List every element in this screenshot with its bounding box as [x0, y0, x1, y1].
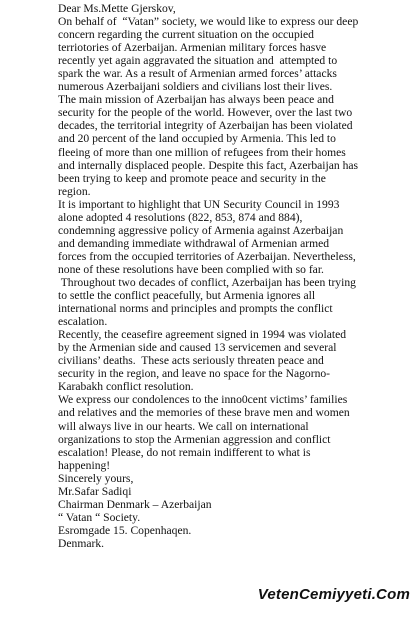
letter-line: Sincerely yours, — [58, 471, 134, 485]
letter-line: alone adopted 4 resolutions (822, 853, 874 and 884), — [58, 210, 303, 224]
letter-line: Karabakh conflict resolution. — [58, 380, 194, 394]
letter-line: and internally displaced people. Despite this fact, Azerbaijan has — [58, 158, 359, 172]
letter-line: The main mission of Azerbaijan has always been peace and — [58, 93, 334, 107]
letter-line: decades, the territorial integrity of Azerbaijan has been violated — [58, 119, 353, 133]
letter-line: recently yet again aggravated the situation and attempted to — [58, 54, 338, 68]
letter-line: been trying to keep and promote peace and security in the — [58, 171, 326, 185]
letter-line: “ Vatan “ Society. — [58, 510, 141, 524]
letter-line: to settle the conflict peacefully, but Armenia ignores all — [58, 289, 316, 303]
letter-line: region. — [58, 184, 91, 198]
letter-line: happening! — [58, 458, 111, 472]
letter-line: terriotories of Azerbaijan. Armenian military forces hasve — [58, 41, 327, 55]
letter-line: escalation! Please, do not remain indifferent to what is — [58, 445, 311, 459]
letter-line: numerous Azerbaijani soldiers and civilians lost their lives. — [58, 80, 333, 94]
letter-line: condemning aggressive policy of Armenia against Azerbaijan — [58, 223, 344, 237]
letter-line: escalation. — [58, 315, 108, 329]
site-watermark: VetenCemiyyeti.Com — [257, 586, 410, 603]
letter-line: Throughout two decades of conflict, Azerbaijan has been trying — [58, 275, 356, 289]
letter-line: concern regarding the current situation on the occupied — [58, 28, 314, 42]
letter-line: will always live in our hearts. We call on international — [58, 419, 309, 433]
letter-line: Chairman Denmark – Azerbaijan — [58, 497, 212, 511]
letter-line: Denmark. — [58, 536, 105, 550]
letter-line: Dear Ms.Mette Gjerskov, — [58, 2, 176, 15]
letter-line: Recently, the ceasefire agreement signed in 1994 was violated — [58, 328, 347, 342]
letter-line: We express our condolences to the inno0cent victims’ families — [58, 393, 348, 407]
letter-line: security for the people of the world. However, over the last two — [58, 106, 353, 120]
letter-line: none of these resolutions have been complied with so far. — [58, 262, 324, 276]
letter-body — [58, 2, 410, 550]
letter-line: and demanding immediate withdrawal of Armenian armed — [58, 236, 330, 250]
letter-line: spark the war. As a result of Armenian armed forces’ attacks — [58, 67, 337, 81]
letter-line: and 20 percent of the land occupied by Armenia. This led to — [58, 132, 336, 146]
letter-line: fleeing of more than one million of refugees from their homes — [58, 145, 346, 159]
letter-line: It is important to highlight that UN Security Council in 1993 — [58, 197, 340, 211]
letter-line: On behalf of “Vatan” society, we would like to express our deep — [58, 15, 359, 29]
letter-line: by the Armenian side and caused 13 servicemen and several — [58, 341, 337, 355]
letter-line: organizations to stop the Armenian aggression and conflict — [58, 432, 331, 446]
letter-line: security in the region, and leave no space for the Nagorno- — [58, 367, 331, 381]
letter-line: civilians’ deaths. These acts seriously threaten peace and — [58, 354, 324, 368]
letter-line: international norms and principles and prompts the conflict — [58, 302, 333, 316]
letter-line: Mr.Safar Sadiqi — [58, 484, 132, 498]
letter-line: and relatives and the memories of these brave men and women — [58, 406, 350, 420]
letter-line: Esromgade 15. Copenhaqen. — [58, 523, 192, 537]
letter-line: forces from the occupied territories of Azerbaijan. Nevertheless, — [58, 249, 356, 263]
